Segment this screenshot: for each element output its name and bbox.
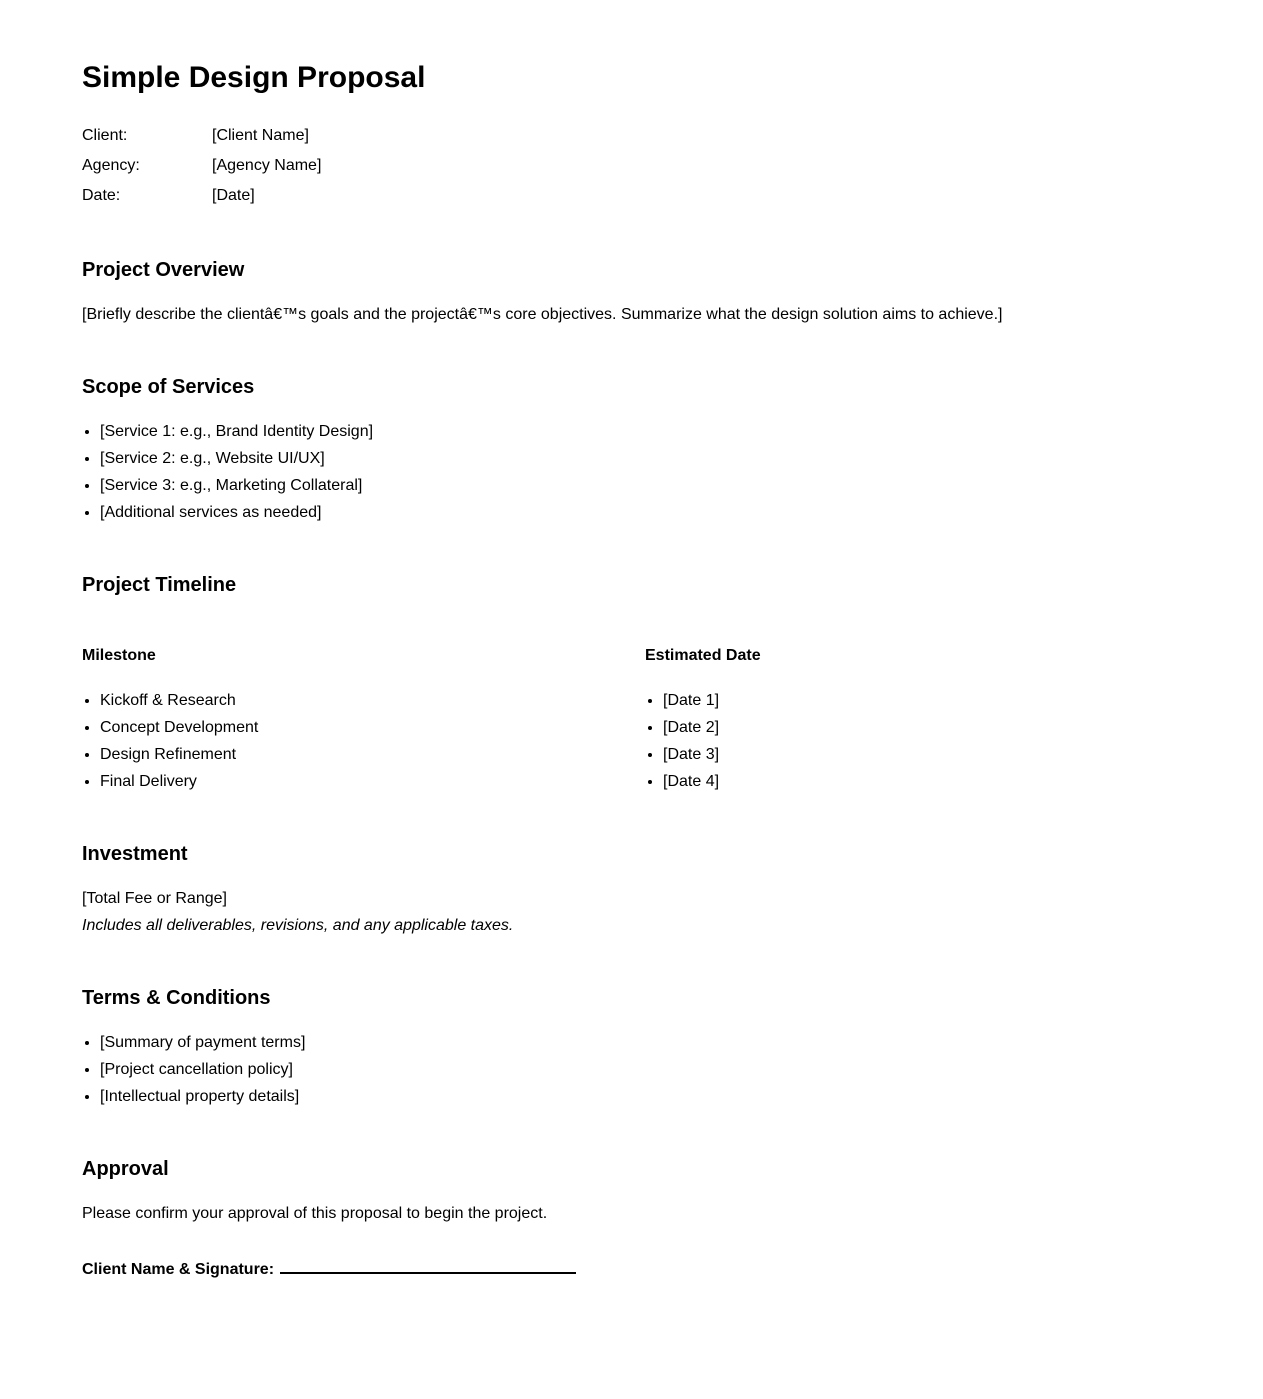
- estimated-date-list: [645, 687, 1183, 795]
- scope-heading: Scope of Services: [82, 376, 255, 398]
- document-title: Simple Design Proposal: [82, 61, 426, 94]
- list-item: • [Date 2]: [663, 714, 1183, 741]
- meta-row-client: [82, 121, 1183, 151]
- meta-row-agency: [82, 151, 1183, 181]
- list-item: • Final Delivery: [100, 768, 645, 795]
- date-label: Date:: [82, 187, 121, 204]
- timeline-heading: Project Timeline: [82, 574, 237, 596]
- client-value: [Client Name]: [212, 127, 309, 144]
- investment-note: Includes all deliverables, revisions, and any applicable taxes.: [82, 917, 514, 934]
- list-item: • [Service 1: e.g., Brand Identity Design]: [100, 418, 1183, 445]
- client-label: Client:: [82, 127, 128, 144]
- list-item: • Design Refinement: [100, 741, 645, 768]
- list-item: • [Summary of payment terms]: [100, 1029, 1183, 1056]
- approval-text: Please confirm your approval of this proposal to begin the project.: [82, 1205, 548, 1222]
- milestone-column-heading: Milestone: [82, 647, 156, 664]
- list-item: • [Date 1]: [663, 687, 1183, 714]
- milestone-list: [82, 687, 645, 795]
- agency-label: Agency:: [82, 157, 140, 174]
- list-item: • [Date 4]: [663, 768, 1183, 795]
- date-value: [Date]: [212, 187, 255, 204]
- terms-list: [82, 1029, 1183, 1110]
- list-item: • Kickoff & Research: [100, 687, 645, 714]
- signature-label: Client Name & Signature:: [82, 1261, 275, 1278]
- terms-heading: Terms & Conditions: [82, 987, 271, 1009]
- meta-row-date: [82, 181, 1183, 211]
- list-item: • [Date 3]: [663, 741, 1183, 768]
- list-item: • [Intellectual property details]: [100, 1083, 1183, 1110]
- approval-heading: Approval: [82, 1158, 169, 1180]
- meta-block: [82, 121, 1183, 211]
- estimated-date-column: [645, 616, 1183, 795]
- estimated-date-column-heading: Estimated Date: [645, 647, 761, 664]
- scope-list: [82, 418, 1183, 526]
- signature-line: [280, 1254, 576, 1274]
- agency-value: [Agency Name]: [212, 157, 322, 174]
- overview-heading: Project Overview: [82, 259, 245, 281]
- list-item: • [Service 3: e.g., Marketing Collateral]: [100, 472, 1183, 499]
- list-item: • [Project cancellation policy]: [100, 1056, 1183, 1083]
- list-item: • Concept Development: [100, 714, 645, 741]
- list-item: • [Service 2: e.g., Website UI/UX]: [100, 445, 1183, 472]
- milestone-column: [82, 616, 645, 795]
- list-item: • [Additional services as needed]: [100, 499, 1183, 526]
- overview-text: [Briefly describe the clientâ€™s goals and the projectâ€™s core objectives. Summarize what the design solution aims to achieve.]: [82, 306, 1003, 323]
- investment-heading: Investment: [82, 843, 188, 865]
- signature-row: [82, 1254, 1183, 1283]
- investment-fee: [Total Fee or Range]: [82, 890, 227, 907]
- timeline-columns: [82, 616, 1183, 795]
